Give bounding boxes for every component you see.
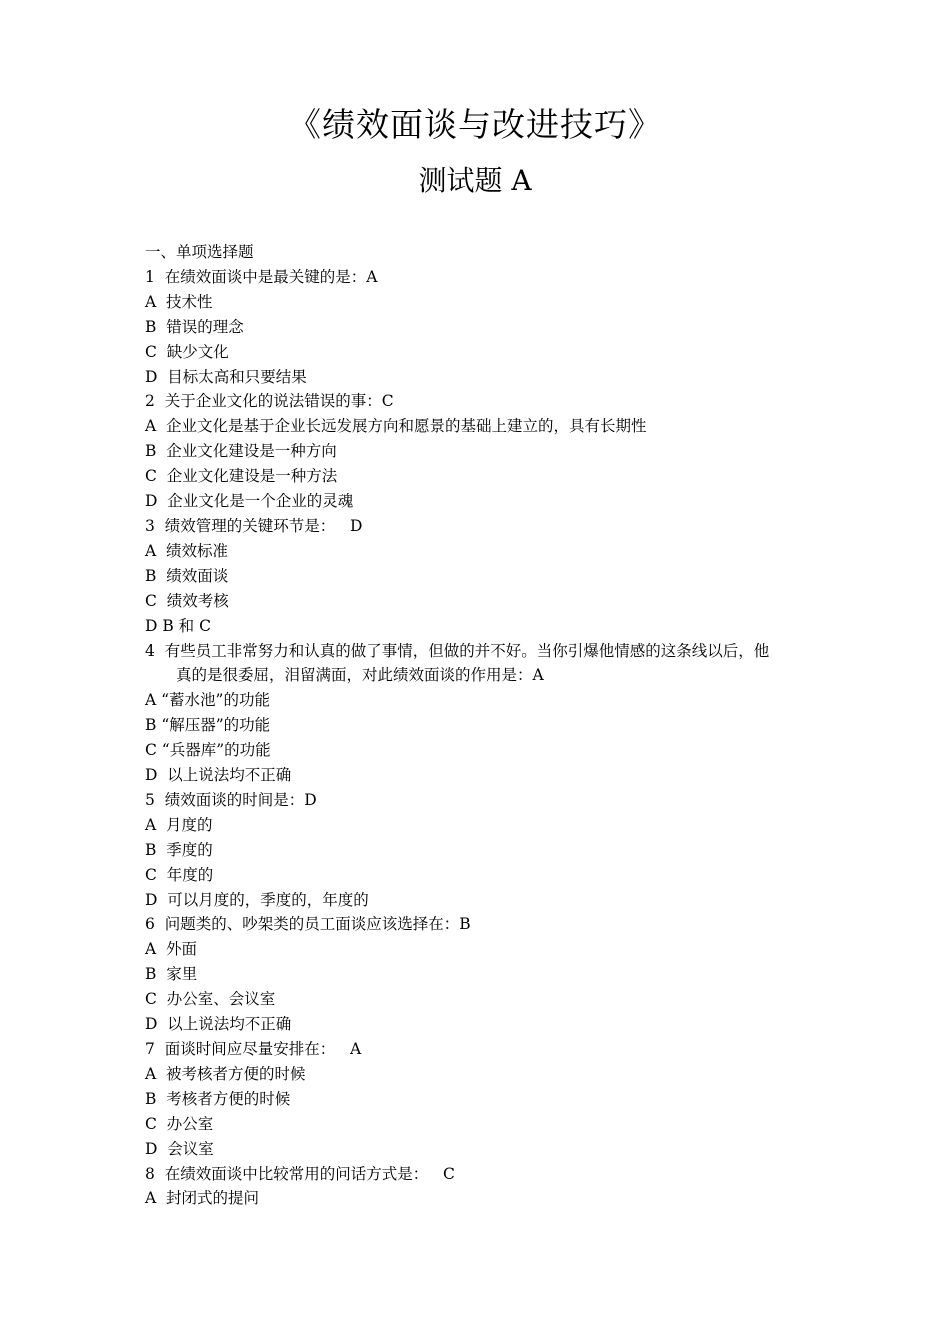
answer-option: D 可以月度的，季度的，年度的: [145, 890, 369, 909]
answer-option: A 绩效标准: [145, 541, 229, 560]
answer-option: C 缺少文化: [145, 342, 229, 361]
answer-option: D 以上说法均不正确: [145, 766, 292, 785]
answer-option: A 月度的: [145, 815, 213, 834]
answer-option: D 会议室: [145, 1139, 214, 1158]
answer-option: A 外面: [145, 940, 198, 959]
question-list: [145, 240, 825, 1211]
answer-option: D 目标太高和只要结果: [145, 367, 307, 386]
answer-option: B 企业文化建设是一种方向: [145, 442, 337, 461]
question-text-continuation: 真的是很委屈，泪留满面，对此绩效面谈的作用是：A: [176, 666, 544, 685]
question-text: 2 关于企业文化的说法错误的事：C: [145, 392, 394, 411]
question-text: 3 绩效管理的关键环节是： D: [145, 516, 363, 535]
answer-option: A 被考核者方便的时候: [145, 1064, 306, 1083]
answer-option: C 年度的: [145, 865, 214, 884]
document-subtitle: 测试题 A: [418, 164, 532, 197]
answer-option: A “蓄水池”的功能: [145, 691, 270, 710]
answer-option: D 以上说法均不正确: [145, 1015, 292, 1034]
answer-option: B 绩效面谈: [145, 566, 229, 585]
answer-option: D B 和 C: [145, 616, 211, 635]
answer-option: B 错误的理念: [145, 317, 244, 336]
question-text: 7 面谈时间应尽量安排在： A: [145, 1040, 362, 1058]
answer-option: B 季度的: [145, 840, 213, 859]
answer-option: B 家里: [145, 965, 198, 984]
answer-option: C 绩效考核: [145, 591, 229, 610]
question-text: 8 在绩效面谈中比较常用的问话方式是： C: [145, 1164, 455, 1183]
question-text: 4 有些员工非常努力和认真的做了事情，但做的并不好。当你引爆他情感的这条线以后，他: [145, 641, 770, 660]
question-text: 5 绩效面谈的时间是：D: [145, 790, 317, 809]
answer-option: B 考核者方便的时候: [145, 1089, 291, 1108]
answer-option: C 企业文化建设是一种方法: [145, 467, 338, 486]
answer-option: C 办公室、会议室: [145, 990, 276, 1009]
answer-option: C “兵器库”的功能: [145, 741, 271, 760]
answer-option: A 封闭式的提问: [145, 1189, 260, 1208]
answer-option: A 企业文化是基于企业长远发展方向和愿景的基础上建立的，具有长期性: [145, 417, 647, 436]
question-text: 6 问题类的、吵架类的员工面谈应该选择在：B: [145, 915, 471, 934]
answer-option: D 企业文化是一个企业的灵魂: [145, 492, 354, 511]
document-title: 《绩效面谈与改进技巧》: [288, 105, 662, 144]
answer-option: B “解压器”的功能: [145, 716, 271, 735]
section-heading: 一、单项选择题: [145, 243, 254, 261]
answer-option: C 办公室: [145, 1114, 214, 1133]
answer-option: A 技术性: [145, 292, 213, 311]
question-text: 1 在绩效面谈中是最关键的是：A: [145, 267, 378, 286]
